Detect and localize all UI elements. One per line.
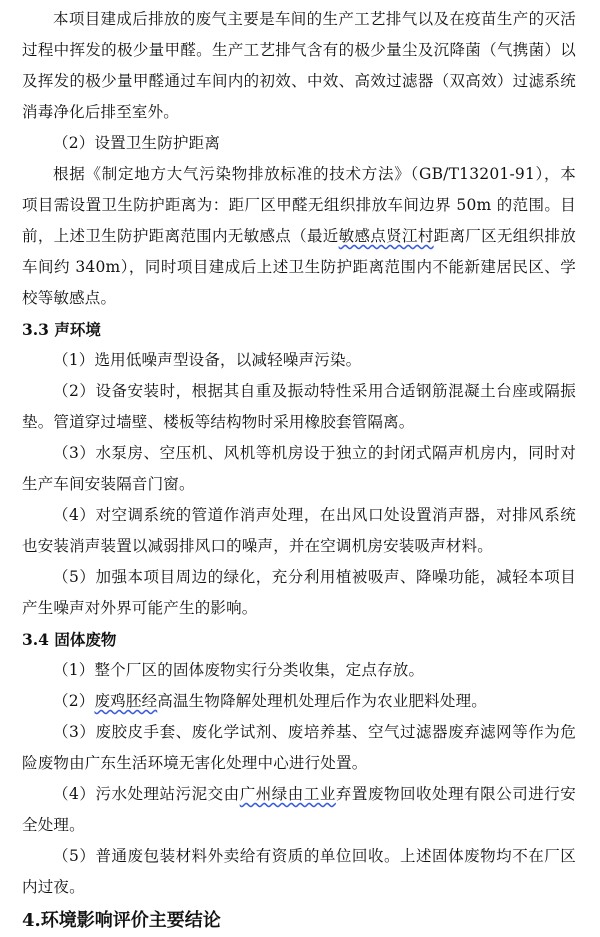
paragraph-exhaust-gas: 本项目建成后排放的废气主要是车间的生产工艺排气以及在疫苗生产的灭活过程中挥发的极少量甲醛。生产工艺排气含有的极少量尘及沉降菌（气携菌）以及挥发的极少量甲醛通过车间内的初效、中效、高效过滤器（双高效）过滤系统消毒净化后排至室外。 bbox=[22, 10, 576, 121]
noise-item-3: （3）水泵房、空压机、风机等机房设于独立的封闭式隔声机房内，同时对生产车间安装隔音门窗。 bbox=[22, 444, 576, 493]
text-segment: 距离厂区无组织排放车间约 340m），同时项目建成后上述卫生防护距离范围内不能新建居民区、学校等敏感点。 bbox=[22, 227, 576, 307]
heading-3-3: 3.3 声环境 bbox=[22, 320, 101, 339]
waste-item-4 bbox=[22, 779, 576, 841]
noise-item-5: （5）加强本项目周边的绿化，充分利用植被吸声、降噪功能，减轻本项目产生噪声对外界可能产生的影响。 bbox=[22, 568, 576, 617]
paragraph-protection-distance bbox=[22, 159, 576, 314]
noise-item-4: （4）对空调系统的管道作消声处理，在出风口处设置消声器，对排风系统也安装消声装置以减弱排风口的噪声，并在空调机房安装吸声材料。 bbox=[22, 506, 576, 555]
noise-item-1: （1）选用低噪声型设备，以减轻噪声污染。 bbox=[53, 351, 362, 369]
waste-item-5: （5）普通废包装材料外卖给有资质的单位回收。上述固体废物均不在厂区内过夜。 bbox=[22, 847, 576, 896]
text-segment: 高温生物降解处理机处理后作为农业肥料处理。 bbox=[157, 692, 487, 710]
waste-item-2 bbox=[22, 686, 576, 717]
heading-4: 4.环境影响评价主要结论 bbox=[22, 910, 221, 931]
heading-3-4: 3.4 固体废物 bbox=[22, 630, 117, 649]
waste-item-3: （3）废胶皮手套、废化学试剂、废培养基、空气过滤器废弃滤网等作为危险废物由广东生活环境无害化处理中心进行处置。 bbox=[22, 723, 576, 772]
waste-item-1: （1）整个厂区的固体废物实行分类收集，定点存放。 bbox=[53, 661, 425, 679]
text-segment: （4）污水处理站污泥交由 bbox=[53, 785, 240, 803]
underlined-text: 敏感点贤江村 bbox=[338, 227, 434, 245]
text-segment: （2） bbox=[53, 692, 95, 710]
underlined-text: 废鸡胚经 bbox=[94, 692, 158, 710]
text-segment: 根据《制定地方大气污染物排放标准的技术方法》（GB/T13201-91），本项目需设置卫生防护距离为：距厂区甲醛无组织排放车间边界 50m 的范围。目前，上述卫生防护距离范围内无敏感点（最近 bbox=[22, 165, 576, 245]
underlined-text: 广州绿由工业 bbox=[239, 785, 336, 803]
item-health-protection-distance: （2）设置卫生防护距离 bbox=[53, 134, 221, 152]
text-segment: 弃置废物回收处理有限公司进行安全处理。 bbox=[22, 785, 577, 834]
noise-item-2: （2）设备安装时，根据其自重及振动特性采用合适钢筋混凝土台座或隔振垫。管道穿过墙壁、楼板等结构物时采用橡胶套管隔离。 bbox=[22, 382, 576, 431]
